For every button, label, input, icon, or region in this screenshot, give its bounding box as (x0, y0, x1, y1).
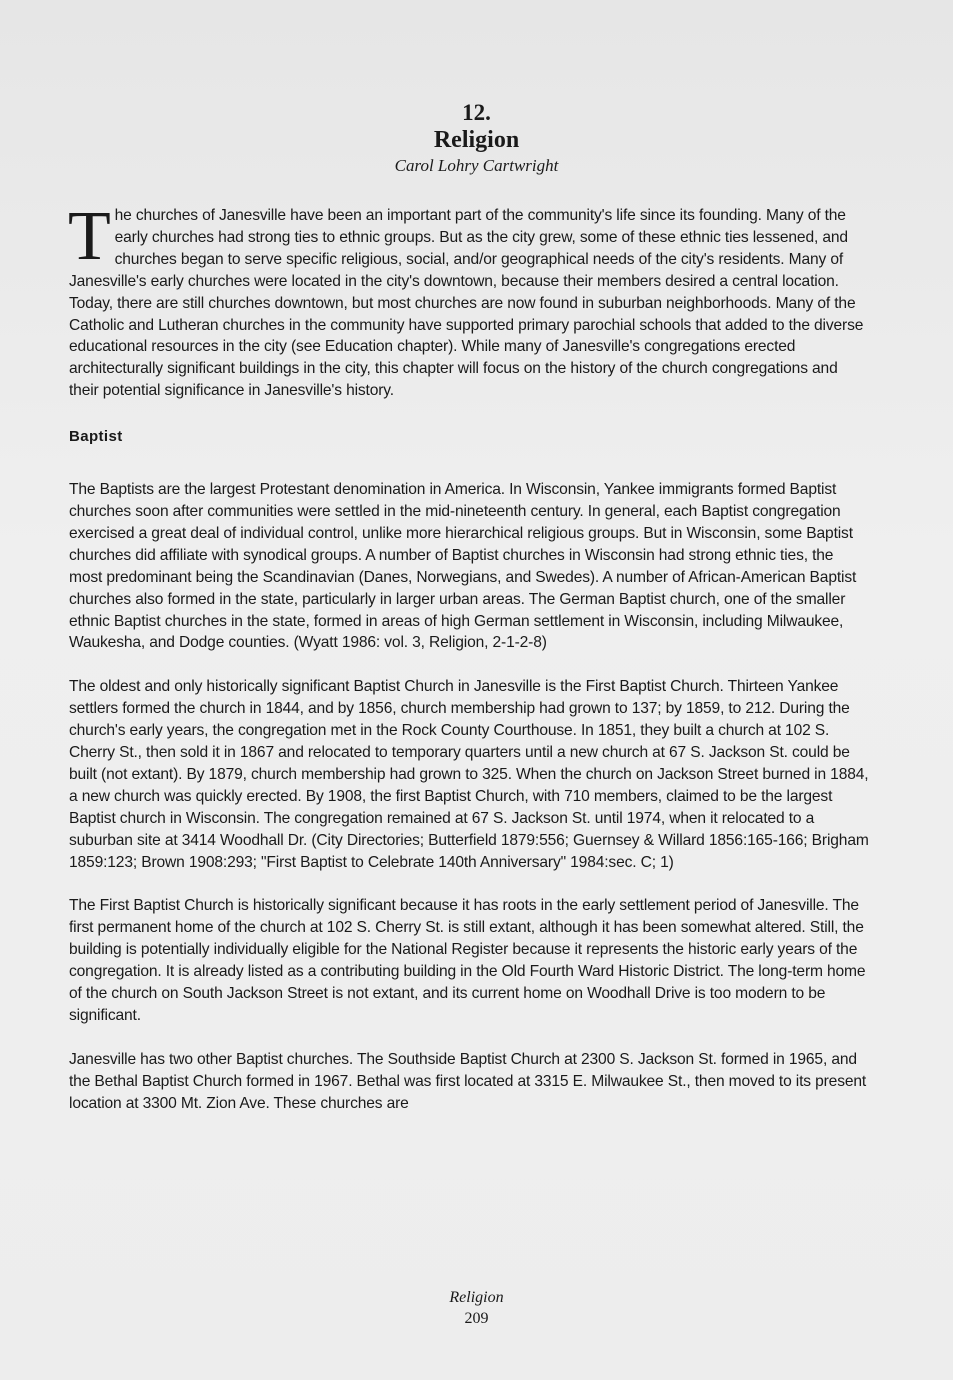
paragraph: Janesville has two other Baptist churches. The Southside Baptist Church at 2300 S. Jackson St. formed in 1965, and the Bethal Baptist Church formed in 1967. Bethal was first located at 3315 E. Milwaukee St., then moved to its present location at 3300 Mt. Zion Ave. These churches are (69, 1050, 867, 1112)
intro-paragraph (68, 198, 869, 402)
chapter-header (0, 100, 953, 178)
chapter-title: Religion (433, 127, 520, 153)
section-heading: Baptist (69, 428, 123, 446)
paragraph: The First Baptist Church is historically significant because it has roots in the early settlement period of Janesville. The first permanent home of the church at 102 S. Cherry St. is still extant, although it has been somewhat altered. Still, the building is potentially individually eligible for the National Register because it represents the historic early years of the congregation. It is already listed as a contributing building in the Old Fourth Ward Historic District. The long-term home of the church on South Jackson Street is not extant, and its current home on Woodhall Drive is too modern to be significant. (69, 897, 866, 1024)
body-text (68, 198, 869, 1137)
page-number: 209 (464, 1310, 489, 1327)
drop-cap: T (68, 198, 111, 275)
chapter-author: Carol Lohry Cartwright (394, 156, 559, 175)
running-title: Religion (449, 1289, 504, 1306)
chapter-number: 12. (462, 100, 491, 125)
intro-text: he churches of Janesville have been an important part of the community's life since its founding. Many of the early churches had strong ties to ethnic groups. But as the city grew, some of these ethnic ties lessened, and churches began to serve specific religious, social, and/or geographical needs of the city's residents. Many of Janesville's early churches were located in the city's downtown, because their members desired a central location. Today, there are still churches downtown, but most churches are now found in suburban neighborhoods. Many of the Catholic and Lutheran churches in the community have supported primary parochial schools that added to the diverse educational resources in the city (see Education chapter). While many of Janesville's congregations erected architecturally significant buildings in the city, this chapter will focus on the history of the church congregations and their potential significance in Janesville's history. (69, 207, 864, 400)
page-footer (0, 1287, 953, 1329)
paragraph: The Baptists are the largest Protestant denomination in America. In Wisconsin, Yankee immigrants formed Baptist churches soon after communities were settled in the mid-nineteenth century. In general, each Baptist congregation exercised a great deal of individual control, unlike more hierarchical religious groups. But in Wisconsin, some Baptist churches did affiliate with synodical groups. A number of Baptist churches in Wisconsin had strong ethnic ties, the most predominant being the Scandinavian (Danes, Norwegians, and Swedes). A number of African-American Baptist churches also formed in the state, particularly in larger urban areas. The German Baptist church, one of the smaller ethnic Baptist churches in the state, formed in areas of high German settlement in Wisconsin, including Milwaukee, Waukesha, and Dodge counties. (Wyatt 1986: vol. 3, Religion, 2-1-2-8) (69, 481, 857, 652)
paragraph: The oldest and only historically significant Baptist Church in Janesville is the First Baptist Church. Thirteen Yankee settlers formed the church in 1844, and by 1856, church membership had grown to 137; by 1859, to 212. During the church's early years, the congregation met in the Rock County Courthouse. In 1851, they built a church at 102 S. Cherry St., then sold it in 1867 and relocated to temporary quarters until a new church at 67 S. Jackson St. could be built (not extant). By 1879, church membership had grown to 325. When the church on Jackson Street burned in 1884, a new church was quickly erected. By 1908, the first Baptist Church, with 710 members, claimed to be the largest Baptist church in Wisconsin. The congregation remained at 67 S. Jackson St. until 1974, when it relocated to a suburban site at 3414 Woodhall Dr. (City Directories; Butterfield 1879:556; Guernsey & Willard 1856:165-166; Brigham 1859:123; Brown 1908:293; "First Baptist to Celebrate 140th Anniversary" 1984:sec. C; 1) (69, 678, 869, 871)
